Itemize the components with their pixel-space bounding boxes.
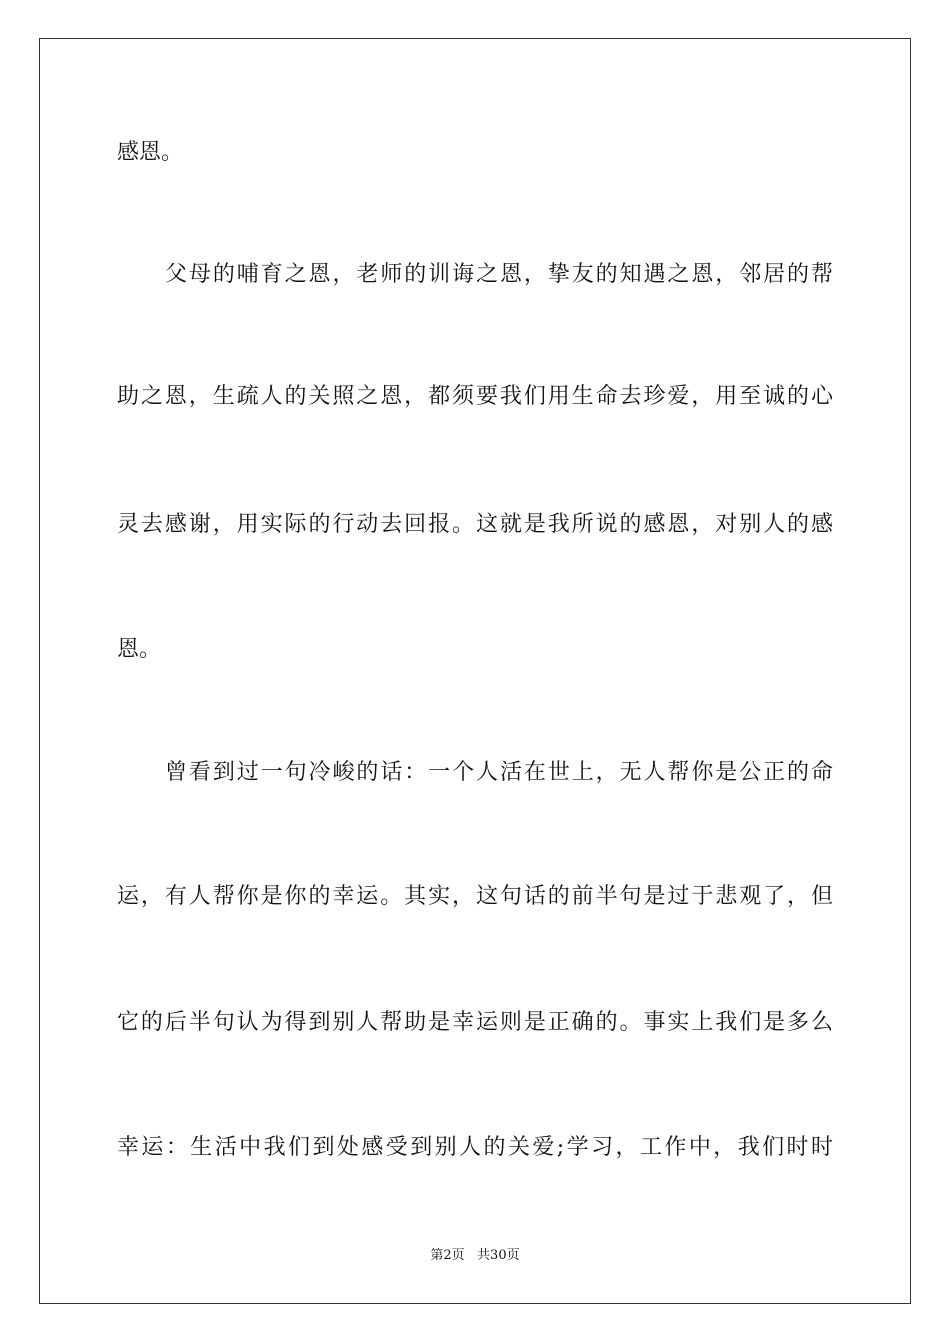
body-text-line: 幸运：生活中我们到处感受到别人的关爱;学习，工作中，我们时时: [117, 1135, 833, 1160]
body-text-line: 助之恩，生疏人的关照之恩，都须要我们用生命去珍爱，用至诚的心: [117, 384, 833, 409]
body-text-line: 恩。: [117, 637, 162, 662]
body-text-line: 灵去感谢，用实际的行动去回报。这就是我所说的感恩，对别人的感: [117, 512, 833, 537]
body-text-line: 父母的哺育之恩，老师的训诲之恩，挚友的知遇之恩，邻居的帮: [165, 262, 833, 287]
body-text-line: 感恩。: [117, 140, 184, 165]
body-text-line: 它的后半句认为得到别人帮助是幸运则是正确的。事实上我们是多么: [117, 1010, 833, 1035]
body-text-line: 曾看到过一句冷峻的话：一个人活在世上，无人帮你是公正的命: [165, 760, 833, 785]
page-number-footer: 第2页 共30页: [430, 1248, 520, 1263]
body-text-line: 运，有人帮你是你的幸运。其实，这句话的前半句是过于悲观了，但: [117, 884, 833, 909]
page-border: [39, 38, 911, 1304]
